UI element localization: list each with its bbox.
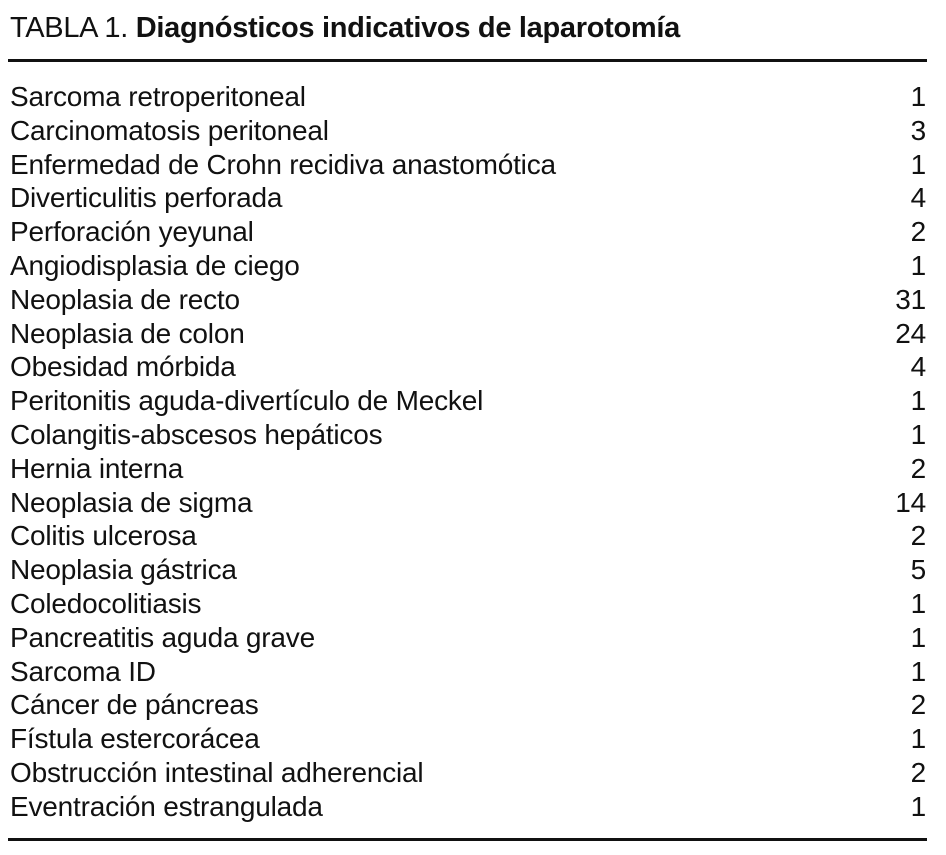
diagnosis-label: Fístula estercorácea xyxy=(10,723,260,755)
diagnosis-table xyxy=(10,80,926,824)
diagnosis-label: Neoplasia gástrica xyxy=(10,554,237,586)
diagnosis-label: Sarcoma retroperitoneal xyxy=(10,81,306,112)
diagnosis-label: Angiodisplasia de ciego xyxy=(10,249,300,281)
table-row xyxy=(10,148,926,182)
case-count: 1 xyxy=(910,723,926,755)
case-count: 2 xyxy=(910,756,926,788)
diagnosis-label: Colangitis-abscesos hepáticos xyxy=(10,418,383,450)
table-row xyxy=(10,317,926,351)
diagnosis-label: Neoplasia de recto xyxy=(10,283,240,315)
table-row xyxy=(10,587,926,621)
case-count: 31 xyxy=(895,283,926,315)
table-row xyxy=(10,215,926,249)
diagnosis-label: Coledocolitiasis xyxy=(10,587,202,619)
case-count: 3 xyxy=(910,114,926,146)
diagnosis-label: Cáncer de páncreas xyxy=(10,689,259,721)
table-row xyxy=(10,80,926,114)
diagnosis-label: Peritonitis aguda-divertículo de Meckel xyxy=(10,385,484,417)
diagnosis-label: Neoplasia de colon xyxy=(10,317,245,349)
table-row xyxy=(10,756,926,790)
case-count: 4 xyxy=(910,182,926,214)
table-row xyxy=(10,249,926,283)
table-row xyxy=(10,553,926,587)
case-count: 1 xyxy=(910,418,926,450)
diagnosis-label: Perforación yeyunal xyxy=(10,216,254,248)
case-count: 1 xyxy=(910,621,926,653)
case-count: 5 xyxy=(910,554,926,586)
table-row xyxy=(10,722,926,756)
diagnosis-label: Carcinomatosis peritoneal xyxy=(10,114,329,146)
case-count: 1 xyxy=(910,385,926,417)
case-count: 24 xyxy=(895,317,926,349)
diagnosis-label: Obesidad mórbida xyxy=(10,351,236,383)
table-row xyxy=(10,114,926,148)
table-row xyxy=(10,418,926,452)
case-count: 2 xyxy=(910,216,926,248)
case-count: 1 xyxy=(910,790,926,822)
table-row xyxy=(10,519,926,553)
diagnosis-label: Neoplasia de sigma xyxy=(10,486,253,518)
table-row xyxy=(10,452,926,486)
table-row xyxy=(10,283,926,317)
table-row xyxy=(10,688,926,722)
case-count: 1 xyxy=(910,148,926,180)
case-count: 2 xyxy=(910,452,926,484)
case-count: 14 xyxy=(895,486,926,518)
table-row xyxy=(10,486,926,520)
case-count: 1 xyxy=(910,655,926,687)
diagnosis-label: Sarcoma ID xyxy=(10,655,156,687)
bottom-rule xyxy=(8,838,927,841)
table-title xyxy=(10,10,680,46)
diagnosis-label: Enfermedad de Crohn recidiva anastomótica xyxy=(10,148,556,180)
diagnosis-label: Colitis ulcerosa xyxy=(10,520,197,552)
case-count: 1 xyxy=(910,81,926,112)
case-count: 2 xyxy=(910,520,926,552)
diagnosis-label: Diverticulitis perforada xyxy=(10,182,283,214)
table-row xyxy=(10,790,926,824)
table-row xyxy=(10,350,926,384)
table-row xyxy=(10,655,926,689)
table-row xyxy=(10,621,926,655)
case-count: 1 xyxy=(910,587,926,619)
table-caption: Diagnósticos indicativos de laparotomía xyxy=(135,12,680,44)
table-row xyxy=(10,181,926,215)
table-number: TABLA 1. xyxy=(10,12,128,44)
diagnosis-label: Obstrucción intestinal adherencial xyxy=(10,756,424,788)
table-row xyxy=(10,384,926,418)
diagnosis-label: Hernia interna xyxy=(10,452,184,484)
case-count: 4 xyxy=(910,351,926,383)
diagnosis-label: Pancreatitis aguda grave xyxy=(10,621,315,653)
case-count: 1 xyxy=(910,249,926,281)
case-count: 2 xyxy=(910,689,926,721)
top-rule xyxy=(8,59,927,62)
diagnosis-label: Eventración estrangulada xyxy=(10,790,323,822)
